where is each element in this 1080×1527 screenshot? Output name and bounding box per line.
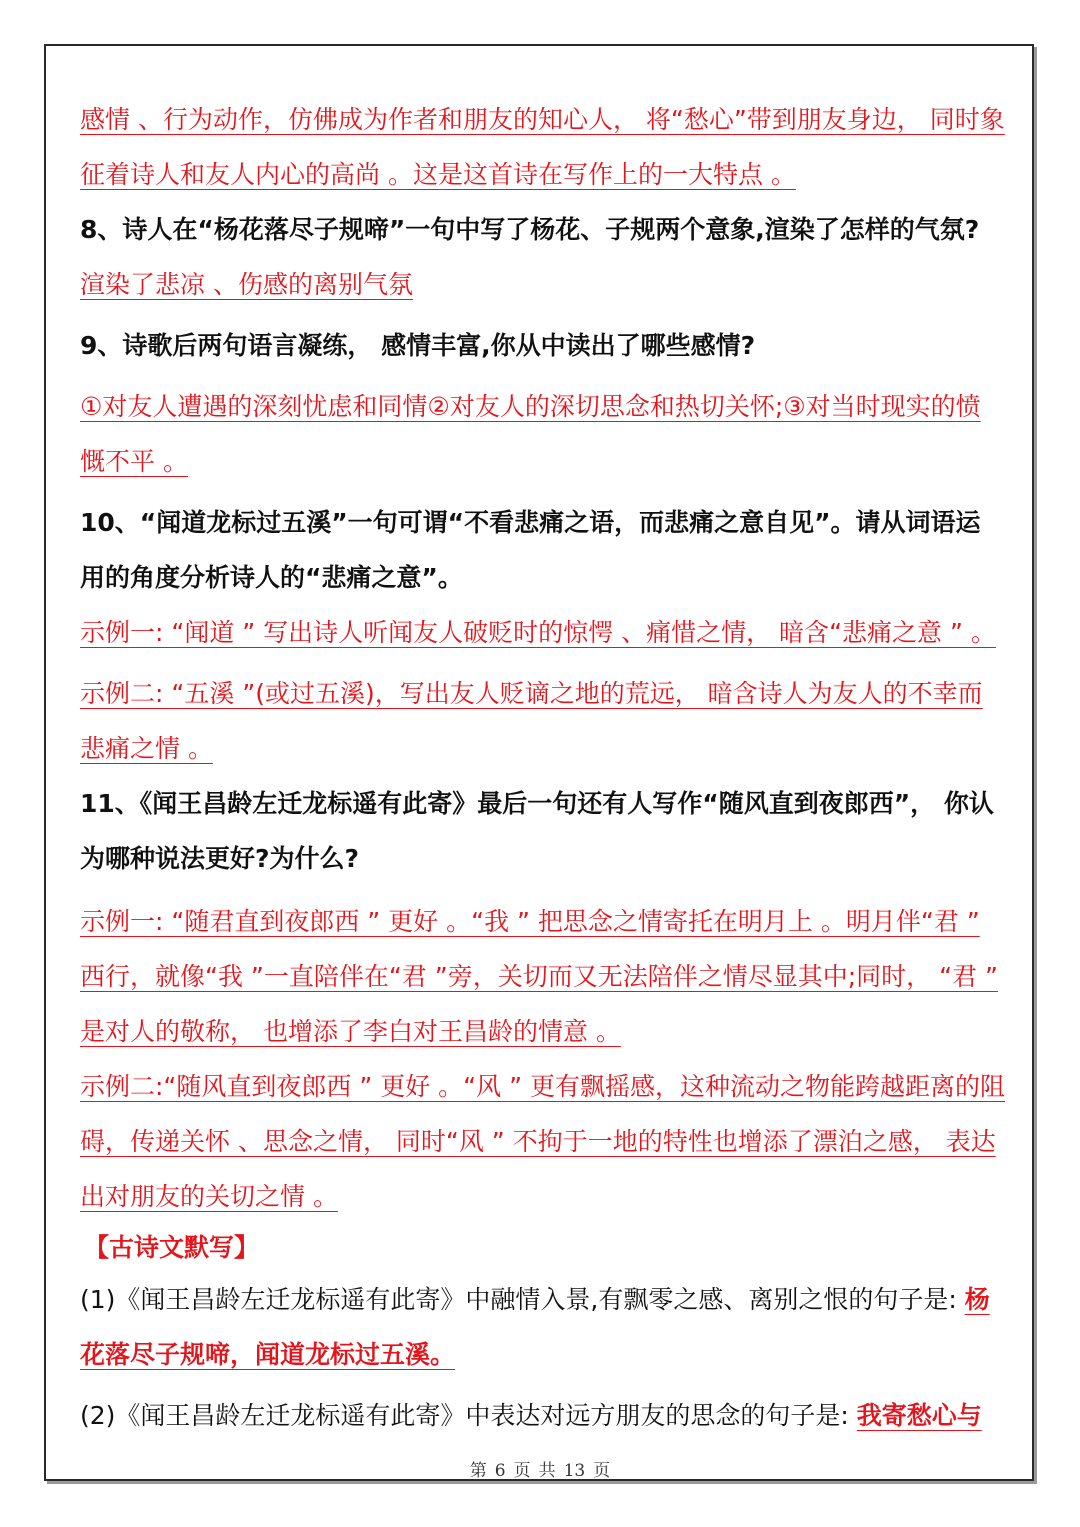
answer-8: 渲染了悲凉 、伤感的离别气氛: [80, 270, 413, 299]
footer-gong: 共: [538, 1461, 556, 1481]
question-9: 9、诗歌后两句语言凝练， 感情丰富,你从中读出了哪些感情?: [80, 331, 756, 360]
footer-total-pages: 13: [563, 1461, 586, 1481]
answer-11-example-1: 示例一: “随君直到夜郎西 ” 更好 。“我 ” 把思念之情寄托在明月上 。明月伴“君 ” 西行，就像“我 ”一直陪伴在“君 ”旁，关切而又无法陪伴之情尽显其中;同时， “君 ” 是对人的敬称， 也增添了李白对王昌龄的情意 。: [80, 907, 998, 1046]
answer-paragraph: 感情 、行为动作，仿佛成为作者和朋友的知心人， 将“愁心”带到朋友身边， 同时象征着诗人和友人内心的高尚 。这是这首诗在写作上的一大特点 。: [80, 105, 1005, 189]
dictation-2-text: (2)《闻王昌龄左迁龙标遥有此寄》中表达对远方朋友的思念的句子是:: [80, 1401, 857, 1430]
answer-11-example-2: 示例二:“随风直到夜郎西 ” 更好 。“风 ” 更有飘摇感，这种流动之物能跨越距离的阻碍，传递关怀 、思念之情， 同时“风 ” 不拘于一地的特性也增添了漂泊之感， 表达出对朋友的关切之情 。: [80, 1072, 1005, 1211]
footer-page-number: 6: [494, 1461, 506, 1481]
dictation-item-2: [80, 1388, 1005, 1443]
answer-9: ①对友人遭遇的深刻忧虑和同情②对友人的深切思念和热切关怀;③对当时现实的愤慨不平 。: [80, 392, 981, 476]
footer-di: 第: [469, 1461, 487, 1481]
dictation-item-1: [80, 1272, 1005, 1382]
document-content: [80, 92, 1005, 1443]
dictation-1-answer: 杨花落尽子规啼，闻道龙标过五溪。: [80, 1285, 990, 1369]
footer-ye-2: 页: [593, 1461, 611, 1481]
page-footer: [0, 1456, 1080, 1481]
section-title: 【古诗文默写】: [84, 1233, 260, 1262]
answer-10-example-2: 示例二: “五溪 ”(或过五溪)，写出友人贬谪之地的荒远， 暗含诗人为友人的不幸而悲痛之情 。: [80, 679, 983, 763]
dictation-2-answer: 我寄愁心与: [856, 1401, 982, 1430]
question-10: 10、“闻道龙标过五溪”一句可谓“不看悲痛之语，而悲痛之意自见”。请从词语运用的角度分析诗人的“悲痛之意”。: [80, 508, 981, 592]
answer-10-example-1: 示例一: “闻道 ” 写出诗人听闻友人破贬时的惊愕 、痛惜之情， 暗含“悲痛之意 ” 。: [80, 618, 996, 647]
dictation-1-text: (1)《闻王昌龄左迁龙标遥有此寄》中融情入景,有飘零之感、离别之恨的句子是:: [80, 1285, 965, 1314]
question-8: 8、诗人在“杨花落尽子规啼”一句中写了杨花、子规两个意象,渲染了怎样的气氛?: [80, 215, 980, 244]
question-11: 11、《闻王昌龄左迁龙标遥有此寄》最后一句还有人写作“随风直到夜郎西”， 你认为哪种说法更好?为什么?: [80, 789, 994, 873]
footer-ye: 页: [513, 1461, 531, 1481]
